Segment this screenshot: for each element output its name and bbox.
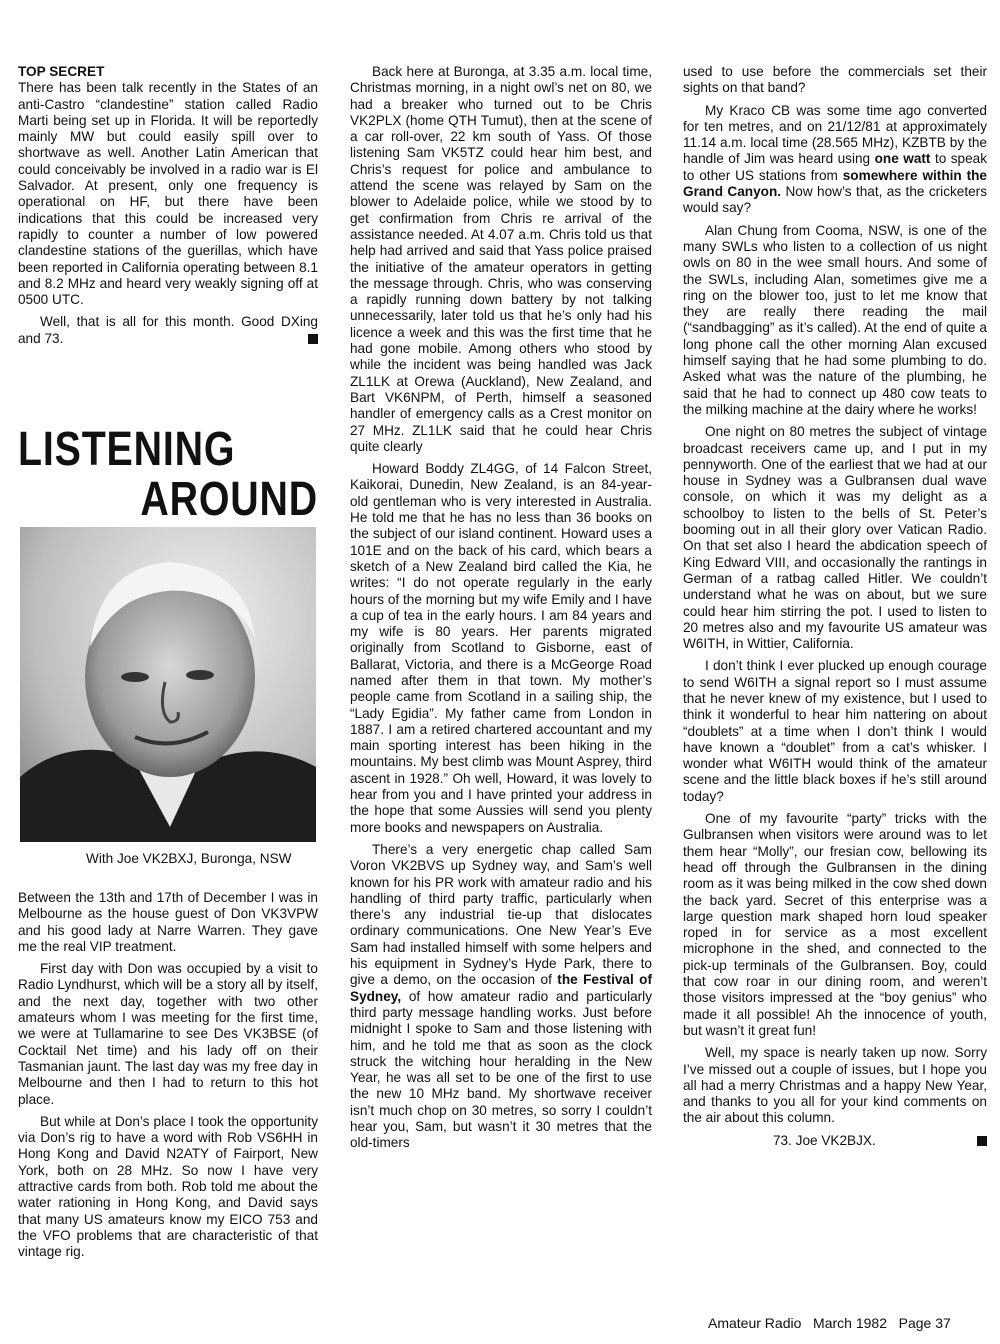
bold-text: the Festival of Sydney, [350,972,652,1004]
text-run: My Kraco CB was some time ago converted for ten metres, and on 21/12/81 at approximately 11.14 a.m. local time (28.565 MHz), KZBTB by the handle of Jim was heard using [683,102,987,167]
end-mark-icon [308,334,318,344]
column-1-top [18,64,318,353]
paragraph: Well, my space is nearly taken up now. Sorry I’ve missed out a couple of issues, but I hope you all had a merry Christmas and a happy New Year, and thanks to you all for your kind comments on the air about this column. [683,1045,987,1126]
column-3 [683,64,987,1155]
paragraph: There has been talk recently in the States of an anti-Castro “clandestine” station called Radio Marti being set up in Florida. It will be reportedly mainly MW but could easily spill over to shortwave as well. Another Latin American that could conceivably be involved in a radio war is El Salvador. At present, only one frequency is operational on HF, but there have been indications that this could be increased very rapidly to counter a number of low powered clandestine stations of the guerillas, which have been reported in California operating between 8.1 and 8.2 MHz and heard very weakly signing off at 0500 UTC. [18,80,318,308]
paragraph: Alan Chung from Cooma, NSW, is one of the many SWLs who listen to a collection of us night owls on 80 in the wee small hours. And some of the SWLs, including Alan, sometimes give me a ring on the blower too, just to let me know that they are really there reading the mail (“sandbagging” as it’s called). At the end of quite a long phone call the other morning Alan excused himself saying that he had some plumbing to do. Asked what was the nature of the plumbing, he said that he had to connect up 480 cow teats to the milking machine at the dairy where he works! [683,222,987,417]
paragraph: One night on 80 metres the subject of vintage broadcast receivers came up, and I put in my pennyworth. One of the earliest that we had at our house in Sydney was a Gulbransen dual wave console, on which it was my delight as a schoolboy to listen to the bells of St. Peter’s booming out in all their glory over Vatican Radio. On that set also I heard the abdication speech of King Edward VIII, and occasionally the rantings in German of a ratbag called Hitler. We couldn’t understand what he was on about, but we sure could hear him stirring the pot. I used to listen to 20 metres also and my favourite US amateur was W6ITH, in Wittier, California. [683,424,987,652]
text-run: There’s a very energetic chap called Sam Voron VK2BVS up Sydney way, and Sam’s well known for his PR work with amateur radio and his handling of third party traffic, particularly when there’s any industrial tie-up that dislocates ordinary communications. One New Year’s Eve Sam had installed himself with some helpers and his equipment in Sydney’s Hyde Park, there to give a demo, on the occasion of [350,841,652,988]
paragraph: First day with Don was occupied by a visit to Radio Lyndhurst, which will be a story all by itself, and the next day, together with two other amateurs whom I was meeting for the first time, we were at Tullamarine to see Des VK3BSE (of Cocktail Net time) and his lady off on their Tasmanian jaunt. The last day was my free day in Melbourne and then I had to return to this hot place. [18,961,318,1107]
page-footer: Amateur Radio March 1982 Page 37 [708,1315,951,1331]
author-photo [20,527,316,842]
portrait-illustration [20,527,316,842]
title-line: AROUND [140,473,318,526]
title-line: LISTENING [18,423,236,476]
end-mark-icon [977,1136,987,1146]
text-run: Now how’s that, as the cricketers would say? [683,184,988,216]
paragraph: But while at Don’s place I took the opportunity via Don’s rig to have a word with Rob VS6HH in Hong Kong and David N2ATY of Fairport, New York, both on 28 MHz. So now I have very attractive cards from both. Rob told me about the water rationing in Hong Kong, and David says that many US amateurs know my EICO 753 and the VFO problems that are characteristic of that vintage rig. [18,1113,318,1260]
paragraph: I don’t think I ever plucked up enough courage to send W6ITH a signal report so I must assume that he never knew of my existence, but I used to think it wonderful to hear him nattering on about “doublets” at a time when I don’t think I would have known a “doublet” from a cat’s whisker. I wonder what W6ITH would think of the amateur scene and the little black boxes if he’s still around today? [683,658,987,804]
signoff-text: Well, that is all for this month. Good DXing and 73. [18,314,318,346]
text-run: to speak to other US stations from [683,151,988,183]
paragraph: Between the 13th and 17th of December I was in Melbourne as the house guest of Don VK3VPW and his good lady at Narre Warren. They gave me the real VIP treatment. [18,890,318,954]
paragraph [18,314,318,347]
signature: 73. Joe VK2BJX. [773,1132,876,1148]
paragraph: Howard Boddy ZL4GG, of 14 Falcon Street, Kaikorai, Dunedin, New Zealand, is an 84-year-old gentleman who is very interested in Australia. He told me that he has no less than 36 books on the subject of our island continent. Howard uses a 101E and on the back of his card, which bears a sketch of a New Zealand bird called the Kia, he writes: “I do not operate regularly in the early hours of the morning but my wife Emily and I have a cup of tea in the early hours. I am 84 years and my wife is 80 years. Her parents migrated originally from Scotland to Gisborne, east of Ballarat, Victoria, and there is a McGeorge Road named after them in that town. My mother’s people came from Scotland in a sailing ship, the “Lady Egidia”. My father came from London in 1887. I am a retired chartered accountant and my main sporting interest has been hiking in the mountains. My best climb was Mount Asprey, third ascent in 1928.” Oh well, Howard, it was lovely to hear from you and I have printed your address in the hope that some Aussies will send you plenty more books and newspapers on Australia. [350,461,652,835]
section-heading: TOP SECRET [18,64,105,79]
paragraph: used to use before the commercials set their sights on that band? [683,64,987,96]
paragraph [683,103,987,217]
column-1-bottom [18,890,318,1267]
paragraph [350,842,652,1152]
paragraph: One of my favourite “party” tricks with the Gulbransen when visitors were around was to let them hear “Molly”, our fresian cow, bellowing its head off through the Gulbransen in the dining room as it was being milked in the cow shed down the back yard. Secret of this enterprise was a large question mark shaped horn loud speaker roped in for service as a most excellent microphone in the shed, and connected to the pick-up terminals of the Gulbransen. Boy, could that cow roar in our dining room, and weren’t those visitors impressed at the “boy genius” who made it all possible! Ah the innocence of youth, but wasn’t it great fun! [683,811,987,1038]
bold-text: one watt [874,151,931,167]
photo-caption: With Joe VK2BXJ, Buronga, NSW [86,851,292,866]
bold-text: somewhere within the Grand Canyon. [683,167,987,200]
paragraph [683,1133,987,1149]
text-run: of how amateur radio and particularly third party message handling works. Just before midnight I spoke to Sam and those listening with him, and he told me that as soon as the clock struck the witching hour heralding in the New Year, he was all set to be one of the first to use the new 10 MHz band. My shortwave receiver isn’t much chop on 30 metres, so sorry I couldn’t hear you, Sam, but wasn’t it 30 metres that the old-timers [350,988,652,1151]
paragraph: Back here at Buronga, at 3.35 a.m. local time, Christmas morning, in a night owl’s net on 80, we had a breaker who turned out to be Chris VK2PLX (home QTH Tumut), then at the scene of a car roll-over, 22 km south of Yass. Of those listening Sam VK5TZ could hear him best, and Chris’s request for police and ambulance to attend the scene was relayed by Sam on the blower to Adelaide police, while we stood by to get confirmation from Chris re arrival of the assistance needed. At 4.07 a.m. Chris told us that help had arrived and said that Yass police praised the initiative of the amateur operators in getting the message through. Chris, who was conserving a rapidly running down battery by not talking unnecessarily, later told us that he’s only had his licence a week and this was the first time that he had gone mobile. Among others who stood by while the incident was being handled was Jack ZL1LK at Orewa (Auckland), New Zealand, and Bart VK6NPM, of Perth, himself a seasoned handler of emergency calls as a Crest monitor on 27 MHz. ZL1LK said that he could hear Chris quite clearly [350,64,652,454]
article-title [18,425,318,525]
column-2 [350,64,652,1158]
